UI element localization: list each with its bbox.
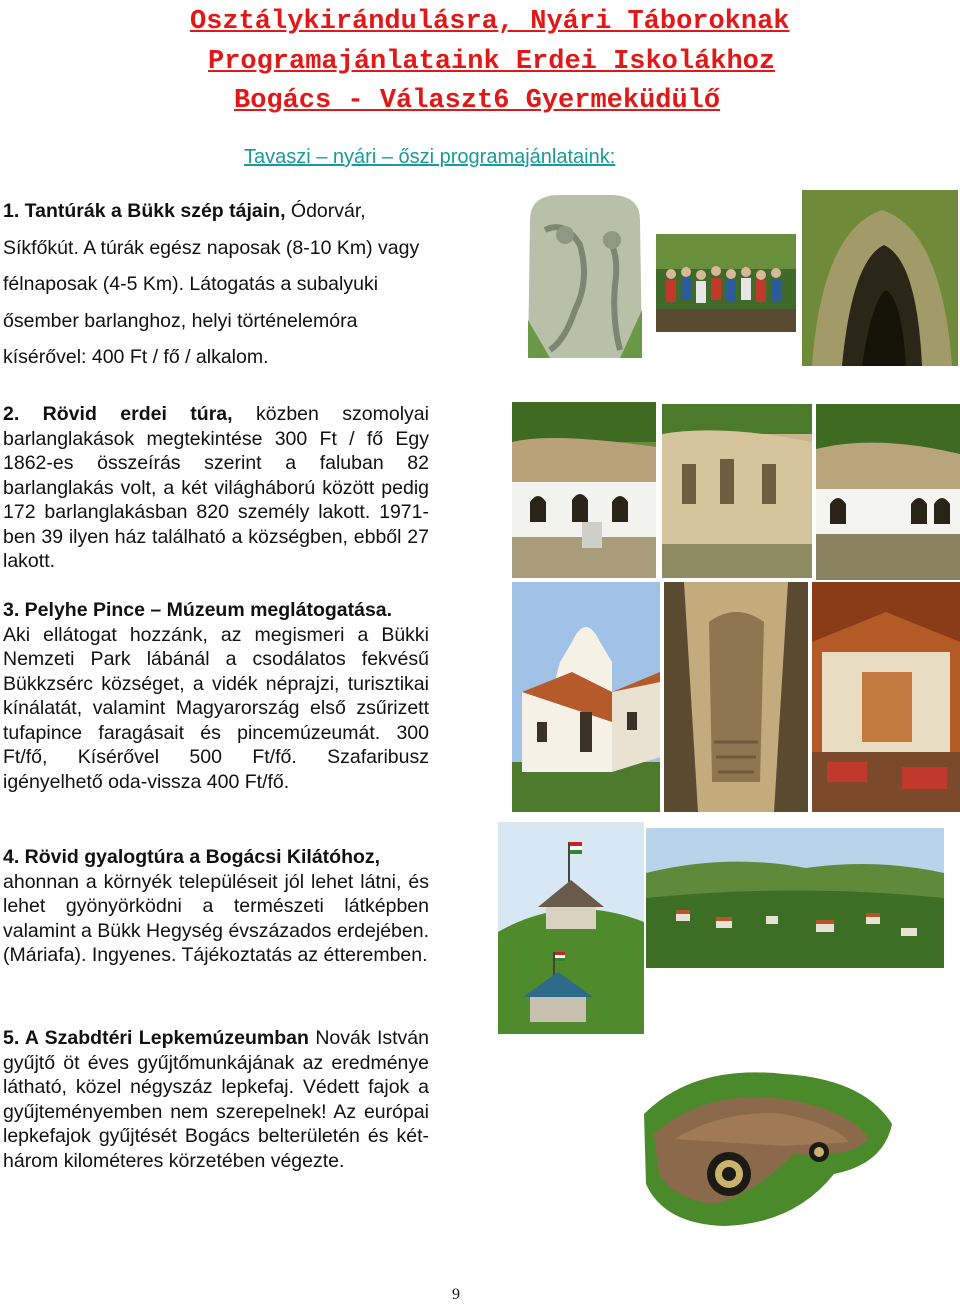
section-4 <box>3 845 429 968</box>
group-photo <box>656 234 796 332</box>
section-3-heading: 3. Pelyhe Pince – Múzeum meglátogatása. <box>3 599 393 621</box>
cave-dwelling-photo-2 <box>662 404 812 578</box>
section-4-heading: 4. Rövid gyalogtúra a Bogácsi Kilátóhoz, <box>3 846 381 868</box>
lookout-tower-photo <box>498 822 644 1034</box>
section-5-heading: 5. A Szabdtéri Lepkemúzeumban <box>3 1027 309 1049</box>
butterfly-photo <box>634 1054 898 1232</box>
subtitle: Tavaszi – nyári – őszi programajánlataink: <box>244 146 616 168</box>
museum-room-photo <box>812 582 960 812</box>
section-5 <box>3 1026 429 1173</box>
section-4-text: ahonnan a környék településeit jól lehet látni, és lehet gyönyörködni a természeti látképben valamint a Bükk Hegység évszázados erdejében. (Máriafa). Ingyenes. Tájékoztatás az étteremben. <box>3 870 429 966</box>
section-2-text: közben szomolyai barlanglakások megtekintése 300 Ft / fő Egy 1862-es összeírás szerint a faluban 82 barlanglakás volt, a két világháború között pedig 172 barlanglakásban 820 személy lakott. 1971-ben 39 ilyen ház található a községben, ebből 27 lakott. <box>3 403 429 572</box>
stone-relief-photo <box>520 190 650 362</box>
section-2 <box>3 402 429 574</box>
section-3-text: Aki ellátogat hozzánk, az megismeri a Bükki Nemzeti Park lábánál a csodálatos fekvésű Bükkzsérc községet, a vidék néprajzi, turisztikai kínálatát, valamint Magyarország első zsűrizett tufapince faragásait és pincemúzeumát. 300 Ft/fő, Kísérővel 500 Ft/fő. Szafaribusz igényelhető oda-vissza 400 Ft/fő. <box>3 623 429 793</box>
section-3 <box>3 598 429 794</box>
section-5-text: Novák István gyűjtő öt éves gyűjtőmunkájának az eredménye látható, közel négyszáz lepkefaj. Védett fajok a gyűjteményemben nem szerepelnek! Az európai lepkefajok gyűjtését Bogács belterületén és két-három kilométeres körzetében végezte. <box>3 1027 429 1172</box>
cave-dwelling-photo-1 <box>512 402 656 578</box>
section-2-heading: 2. Rövid erdei túra, <box>3 403 233 425</box>
village-panorama-photo <box>646 828 944 968</box>
section-1-text: Ódorvár, Síkfőkút. A túrák egész naposak (8-10 Km) vagy félnaposak (4-5 Km). Látogatás a subalyuki ősember barlanghoz, helyi történelemóra kísérővel: 400 Ft / fő / alkalom. <box>3 200 420 368</box>
cellar-interior-photo <box>664 582 808 812</box>
page-number: 9 <box>452 1286 460 1303</box>
title-line-3: Bogács - Választ6 Gyermeküdülő <box>234 86 721 116</box>
title-line-1: Osztálykirándulásra, Nyári Táboroknak <box>190 7 790 37</box>
section-1-heading: 1. Tantúrák a Bükk szép tájain, <box>3 200 286 222</box>
wine-cellar-house-photo <box>512 582 660 812</box>
cave-dwelling-photo-3 <box>816 404 960 580</box>
title-line-2: Programajánlataink Erdei Iskolákhoz <box>208 47 776 77</box>
section-1 <box>3 193 423 376</box>
cave-photo <box>802 190 958 366</box>
